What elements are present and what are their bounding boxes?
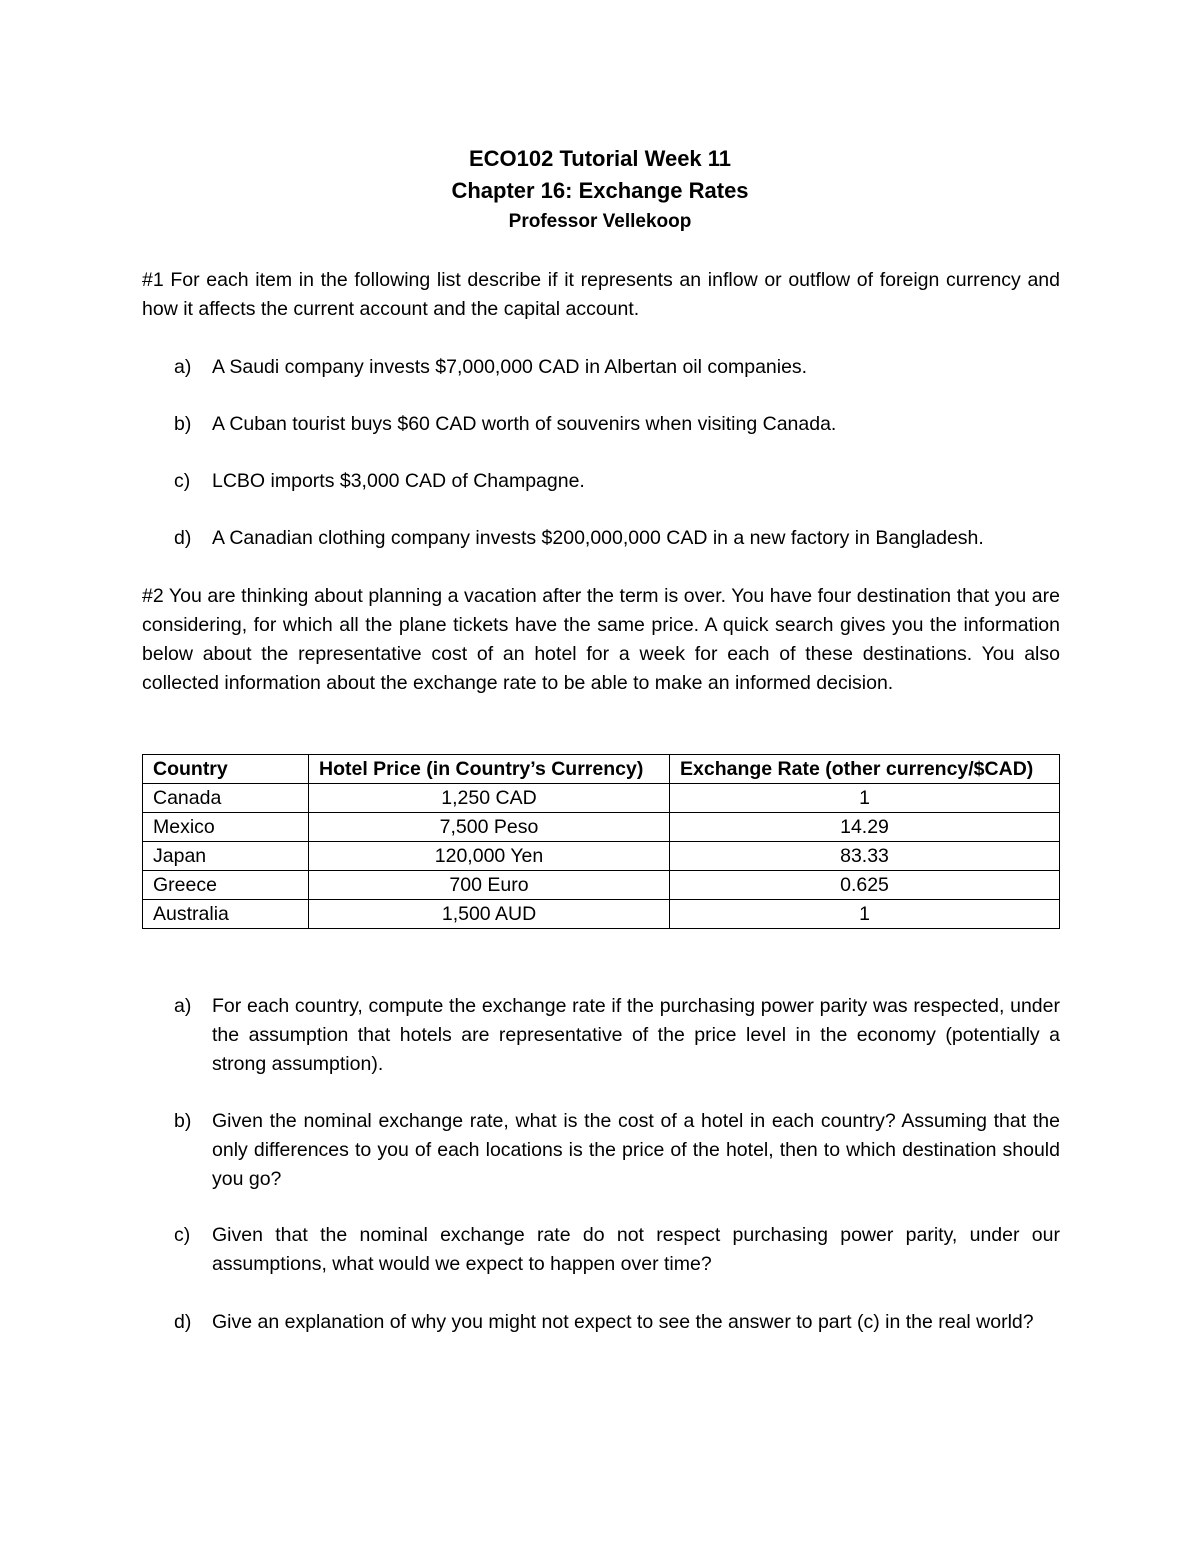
cell-hotel-price: 7,500 Peso (309, 813, 670, 842)
q1-item-b (174, 410, 1060, 439)
q2-item-a (174, 992, 1060, 1079)
q2-item-c-text: Given that the nominal exchange rate do not respect purchasing power parity, under our assumptions, what would we expect to happen over time? (212, 1224, 1060, 1275)
question-1-prompt: #1 For each item in the following list describe if it represents an inflow or outflow of foreign currency and how it affects the current account and the capital account. (142, 269, 1060, 320)
cell-exchange-rate: 1 (670, 784, 1060, 813)
q2-item-d-text: Give an explanation of why you might not expect to see the answer to part (c) in the real world? (212, 1311, 1034, 1333)
cell-exchange-rate: 1 (670, 900, 1060, 929)
question-2-prompt: #2 You are thinking about planning a vacation after the term is over. You have four destination that you are considering, for which all the plane tickets have the same price. A quick search gives you the information below about the representative cost of an hotel for a week for each of these destinations. You also collected information about the exchange rate to be able to make an informed decision. (142, 585, 1060, 694)
cell-exchange-rate: 83.33 (670, 842, 1060, 871)
q1-item-d-marker: d) (174, 527, 192, 549)
cell-country: Japan (143, 842, 309, 871)
q1-item-b-text: A Cuban tourist buys $60 CAD worth of souvenirs when visiting Canada. (212, 413, 837, 435)
cell-country: Mexico (143, 813, 309, 842)
cell-country: Australia (143, 900, 309, 929)
document-title: ECO102 Tutorial Week 11 (468, 146, 732, 171)
q2-item-d (174, 1308, 1060, 1337)
cell-exchange-rate: 0.625 (670, 871, 1060, 900)
hotel-exchange-table (142, 754, 1060, 929)
q2-item-a-marker: a) (174, 995, 192, 1017)
cell-hotel-price: 1,500 AUD (309, 900, 670, 929)
column-header-country: Country (143, 755, 309, 784)
table-row (143, 813, 1060, 842)
column-header-hotel-price: Hotel Price (in Country’s Currency) (309, 755, 670, 784)
q1-item-c (174, 467, 1060, 496)
table-row (143, 900, 1060, 929)
q1-item-a (174, 353, 1060, 382)
q2-item-c-marker: c) (174, 1224, 191, 1246)
q2-item-c (174, 1221, 1060, 1279)
cell-country: Greece (143, 871, 309, 900)
q2-item-d-marker: d) (174, 1311, 192, 1333)
professor-name: Professor Vellekoop (508, 211, 692, 232)
cell-hotel-price: 1,250 CAD (309, 784, 670, 813)
cell-hotel-price: 700 Euro (309, 871, 670, 900)
document-header (0, 143, 1200, 237)
table-row (143, 842, 1060, 871)
chapter-title: Chapter 16: Exchange Rates (451, 178, 749, 203)
q2-item-b-text: Given the nominal exchange rate, what is the cost of a hotel in each country? Assuming that the only differences to you of each locations is the price of the hotel, then to which destination should you go? (212, 1110, 1060, 1190)
cell-country: Canada (143, 784, 309, 813)
table-row (143, 871, 1060, 900)
table-row (143, 784, 1060, 813)
table-header-row (143, 755, 1060, 784)
cell-exchange-rate: 14.29 (670, 813, 1060, 842)
q1-item-a-marker: a) (174, 356, 192, 378)
q1-item-c-marker: c) (174, 470, 191, 492)
q1-item-c-text: LCBO imports $3,000 CAD of Champagne. (212, 470, 585, 492)
q2-item-a-text: For each country, compute the exchange rate if the purchasing power parity was respected, under the assumption that hotels are representative of the price level in the economy (potentially a strong assumption). (212, 995, 1060, 1075)
q2-item-b (174, 1107, 1060, 1194)
cell-hotel-price: 120,000 Yen (309, 842, 670, 871)
q1-item-a-text: A Saudi company invests $7,000,000 CAD in Albertan oil companies. (212, 356, 808, 378)
q1-item-d-text: A Canadian clothing company invests $200,000,000 CAD in a new factory in Bangladesh. (212, 527, 984, 549)
q1-item-b-marker: b) (174, 413, 192, 435)
q1-item-d (174, 524, 1060, 553)
q2-item-b-marker: b) (174, 1110, 192, 1132)
column-header-exchange-rate: Exchange Rate (other currency/$CAD) (670, 755, 1060, 784)
